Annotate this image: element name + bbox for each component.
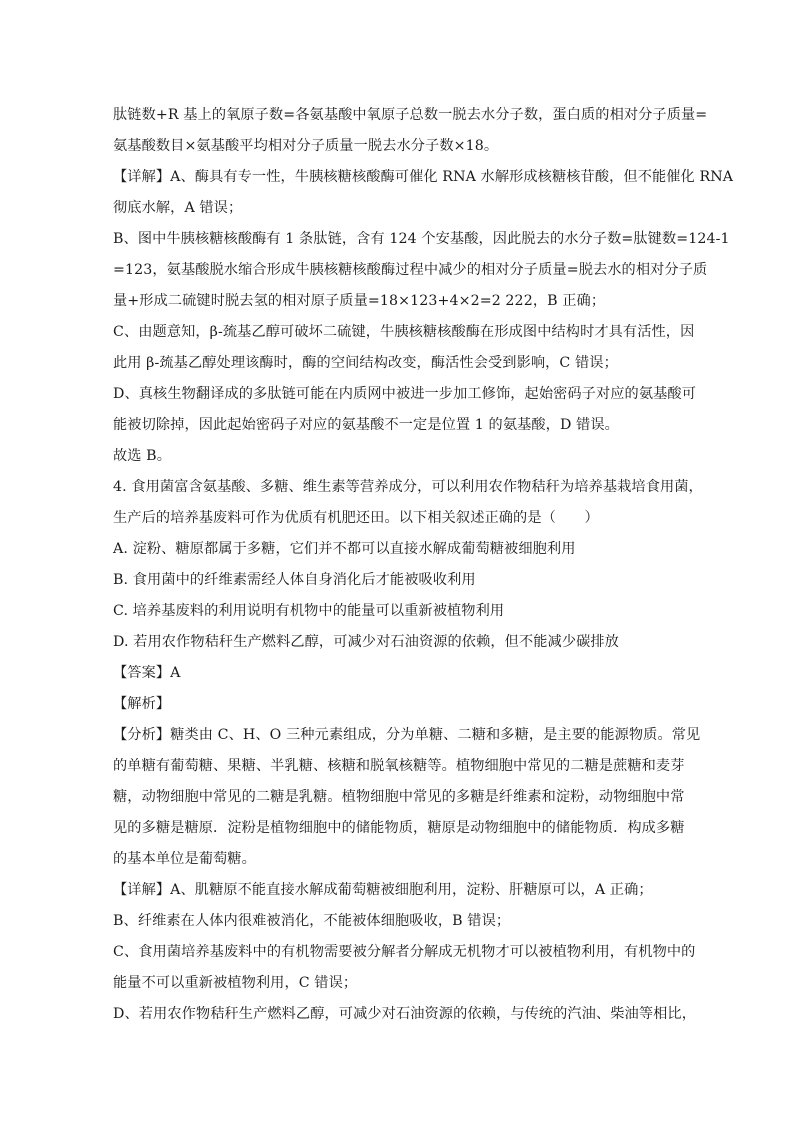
text-line: 量+形成二硫键时脱去氢的相对原子质量=18×123+4×2=2 222，B 正确； xyxy=(113,293,606,309)
option-a: A. 淀粉、糖原都属于多糖，它们并不都可以直接水解成葡萄糖被细胞利用 xyxy=(113,541,576,557)
text-line: 故选 B。 xyxy=(113,448,171,464)
answer-line: 【答案】A xyxy=(113,665,181,681)
text-line: 【详解】A、肌糖原不能直接水解成葡萄糖被细胞利用，淀粉、肝糖原可以，A 正确； xyxy=(113,882,653,898)
text-line: B、纤维素在人体内很难被消化，不能被体细胞吸收，B 错误； xyxy=(113,913,511,929)
text-line: C、食用菌培养基废料中的有机物需要被分解者分解成无机物才可以被植物利用，有机物中的 xyxy=(113,944,696,960)
option-c: C. 培养基废料的利用说明有机物中的能量可以重新被植物利用 xyxy=(113,603,505,619)
text-line: 能量不可以重新被植物利用，C 错误； xyxy=(113,975,358,991)
text-line: 【详解】A、酶具有专一性，牛胰核糖核酸酶可催化 RNA 水解形成核糖核苷酸，但不能催化 RNA xyxy=(113,169,734,185)
question-stem-line: 生产后的培养基废料可作为优质有机肥还田。以下相关叙述正确的是（ ） xyxy=(113,510,599,526)
text-line: 【分析】糖类由 C、H、O 三种元素组成，分为单糖、二糖和多糖，是主要的能源物质。常见 xyxy=(113,727,701,743)
page-body xyxy=(113,100,734,1030)
option-d: D. 若用农作物秸秆生产燃料乙醇，可减少对石油资源的依赖，但不能减少碳排放 xyxy=(113,634,619,650)
text-line: D、真核生物翻译成的多肽链可能在内质网中被进一步加工修饰，起始密码子对应的氨基酸可 xyxy=(113,386,696,402)
text-line: B、图中牛胰核糖核酸酶有 1 条肽链，含有 124 个安基酸，因此脱去的水分子数=肽键数=124-1 xyxy=(113,231,730,247)
question-stem-line: 4. 食用菌富含氨基酸、多糖、维生素等营养成分，可以利用农作物秸秆为培养基栽培食用菌， xyxy=(113,479,703,495)
text-line: C、由题意知，β-巯基乙醇可破坏二硫键，牛胰核糖核酸酶在形成图中结构时才具有活性，因 xyxy=(113,324,695,340)
option-b: B. 食用菌中的纤维素需经人体自身消化后才能被吸收利用 xyxy=(113,572,476,588)
text-line: 肽链数+R 基上的氧原子数=各氨基酸中氧原子总数一脱去水分子数，蛋白质的相对分子质量= xyxy=(113,107,708,123)
text-line: 能被切除掉，因此起始密码子对应的氨基酸不一定是位置 1 的氨基酸，D 错误。 xyxy=(113,417,619,433)
text-line: =123，氨基酸脱水缩合形成牛胰核糖核酸酶过程中减少的相对分子质量=脱去水的相对分子质 xyxy=(113,262,708,278)
text-line: 的基本单位是葡萄糖。 xyxy=(113,851,256,867)
text-line: 此用 β-巯基乙醇处理该酶时，酶的空间结构改变，酶活性会受到影响，C 错误； xyxy=(113,355,618,371)
text-line: D、若用农作物秸秆生产燃料乙醇，可减少对石油资源的依赖，与传统的汽油、柴油等相比， xyxy=(113,1006,696,1022)
text-line: 见的多糖是糖原．淀粉是植物细胞中的储能物质，糖原是动物细胞中的储能物质．构成多糖 xyxy=(113,820,685,836)
analysis-heading: 【解析】 xyxy=(113,696,171,712)
text-line: 的单糖有葡萄糖、果糖、半乳糖、核糖和脱氧核糖等。植物细胞中常见的二糖是蔗糖和麦芽 xyxy=(113,758,685,774)
text-line: 氨基酸数目×氨基酸平均相对分子质量一脱去水分子数×18。 xyxy=(113,138,499,154)
text-line: 糖，动物细胞中常见的二糖是乳糖。植物细胞中常见的多糖是纤维素和淀粉，动物细胞中常 xyxy=(113,789,685,805)
text-line: 彻底水解，A 错误； xyxy=(113,200,243,216)
